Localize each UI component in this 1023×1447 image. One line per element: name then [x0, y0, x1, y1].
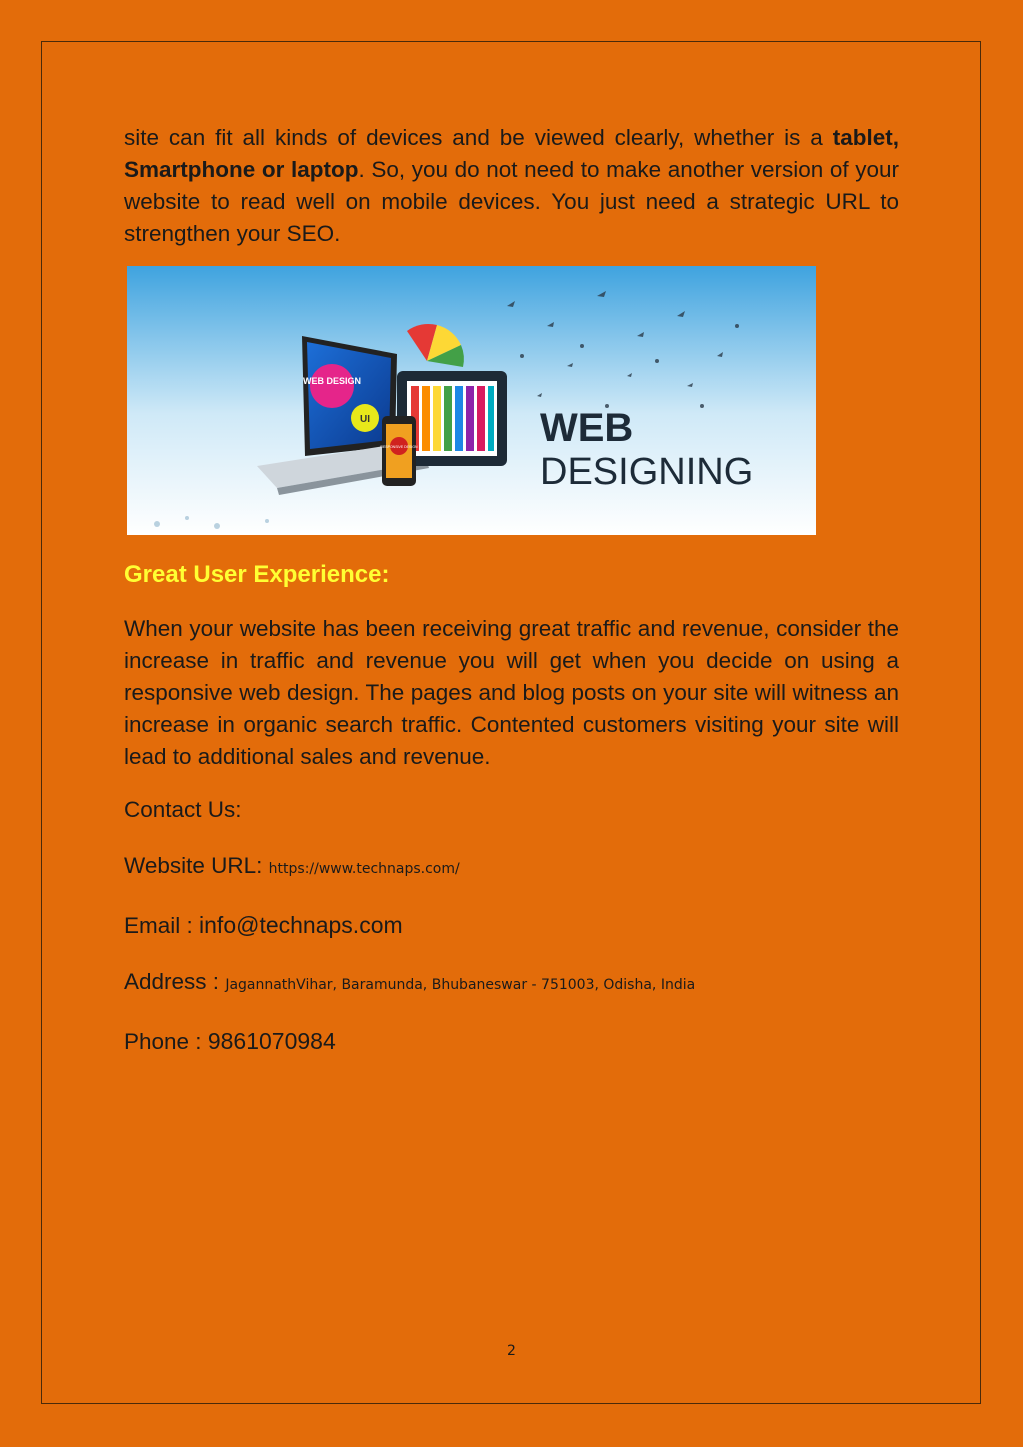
intro-paragraph	[124, 122, 899, 250]
section-body: When your website has been receiving great traffic and revenue, consider the increase in traffic and revenue you will get when you decide on using a responsive web design. The pages and blog posts on your site will witness an increase in organic search traffic. Contented customers visiting your site will lead to additional sales and revenue.	[124, 616, 899, 769]
email-row	[124, 910, 899, 941]
intro-bold-devices: tablet, Smartphone or laptop	[124, 125, 899, 182]
website-label: Website URL:	[124, 853, 263, 878]
web-designing-banner-image	[127, 266, 816, 535]
badge-ui: UI	[360, 414, 370, 425]
banner-title-designing: DESIGNING	[540, 451, 754, 493]
phone-row	[124, 1026, 899, 1057]
intro-text-2: . So, you do not need to make another version of your website to read well on mobile devices. You just need a strategic URL to strengthen your SEO.	[124, 157, 899, 246]
badge-web-design: WEB DESIGN	[302, 376, 362, 386]
address-label: Address :	[124, 969, 220, 994]
page-content	[124, 122, 899, 1057]
website-row	[124, 851, 899, 884]
phone-label: Phone :	[124, 1029, 202, 1054]
page-number: 2	[507, 1343, 516, 1359]
banner-title-web: WEB	[540, 406, 634, 450]
contact-title: Contact Us:	[124, 797, 242, 822]
badge-responsive: RESPONSIVE DESIGN	[380, 445, 418, 449]
banner-illustration	[127, 266, 816, 535]
phone-value: 9861070984	[207, 1028, 336, 1054]
intro-text-1: site can fit all kinds of devices and be viewed clearly, whether is a	[124, 125, 833, 150]
address-value: JagannathVihar, Baramunda, Bhubaneswar - 751003, Odisha, India	[225, 977, 696, 993]
website-link[interactable]: https://www.technaps.com/	[268, 861, 460, 877]
address-row	[124, 967, 899, 1000]
email-label: Email :	[124, 913, 193, 938]
email-link[interactable]: info@technaps.com	[199, 912, 403, 938]
section-heading: Great User Experience:	[124, 561, 390, 588]
